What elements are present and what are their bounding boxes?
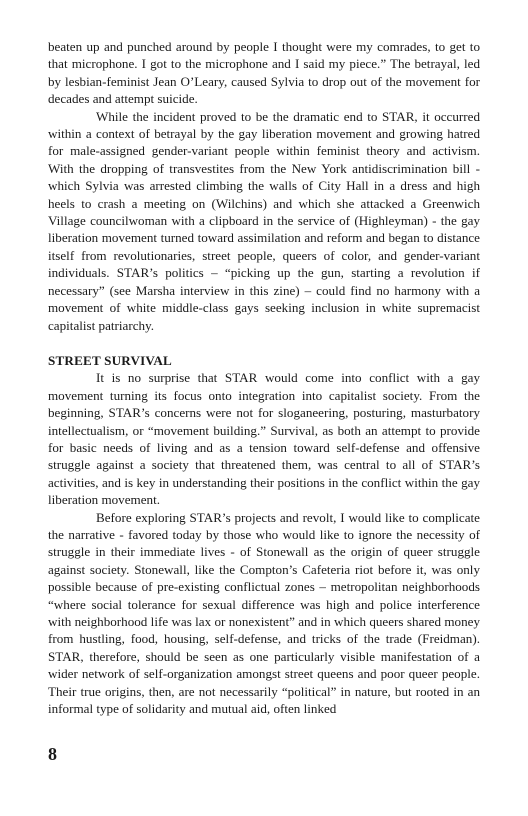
body-paragraph: While the incident proved to be the dramatic end to STAR, it occurred within a context of betrayal by the gay liberation movement and growing hatred for male-assigned gender-variant people within feminist theory and activism. With the dropping of transvestites from the New York antidiscrimination bill - which Sylvia was arrested climbing the walls of City Hall in a dress and high heels to crash a meeting on (Wilchins) and which she attacked a Greenwich Village councilwoman with a clipboard in the service of (Highleyman) - the gay liberation movement turned toward assimilation and reform and began to distance itself from revolutionaries, street people, queers of color, and gender-variant individuals. STAR’s politics – “picking up the gun, starting a revolution if necessary” (see Marsha interview in this zine) – could find no harmony with a movement of white middle-class gays seeking inclusion in white supremacist capitalist patriarchy. <box>48 108 480 333</box>
section-heading: STREET SURVIVAL <box>48 352 172 368</box>
document-page <box>48 38 480 717</box>
body-paragraph: Before exploring STAR’s projects and revolt, I would like to complicate the narrative - favored today by those who would like to ignore the necessity of struggle in their immediate lives - of Stonewall as the origin of queer struggle against society. Stonewall, like the Compton’s Cafeteria riot before it, was only possible because of pre-existing conflictual zones – metropolitan neighborhoods “where social tolerance for sexual difference was high and police interference with neighborhood life was lax or nonexistent” and in which queers shared money from hustling, food, housing, self-defense, and tricks of the trade (Freidman). STAR, therefore, should be seen as one particularly visible manifestation of a wider network of self-organization amongst street queens and poor queer people. Their true origins, then, are not necessarily “political” in nature, but rooted in an informal type of solidarity and mutual aid, often linked <box>48 509 480 717</box>
page-number: 8 <box>48 744 57 764</box>
body-paragraph: beaten up and punched around by people I thought were my comrades, to get to that microphone. I got to the microphone and I said my piece.” The betrayal, led by lesbian-feminist Jean O’Leary, caused Sylvia to drop out of the movement for decades and attempt suicide. <box>48 39 480 107</box>
body-paragraph: It is no surprise that STAR would come into conflict with a gay movement turning its focus onto integration into capitalist society. From the beginning, STAR’s concerns were not for sloganeering, posturing, masturbatory intellectualism, or “movement building.” Survival, as both an attempt to provide for basic needs of living and as a tension toward self-defense and offensive struggle against a society that threatened them, was central to all of STAR’s activities, and is key in understanding their positions in the conflict within the gay liberation movement. <box>48 370 480 508</box>
